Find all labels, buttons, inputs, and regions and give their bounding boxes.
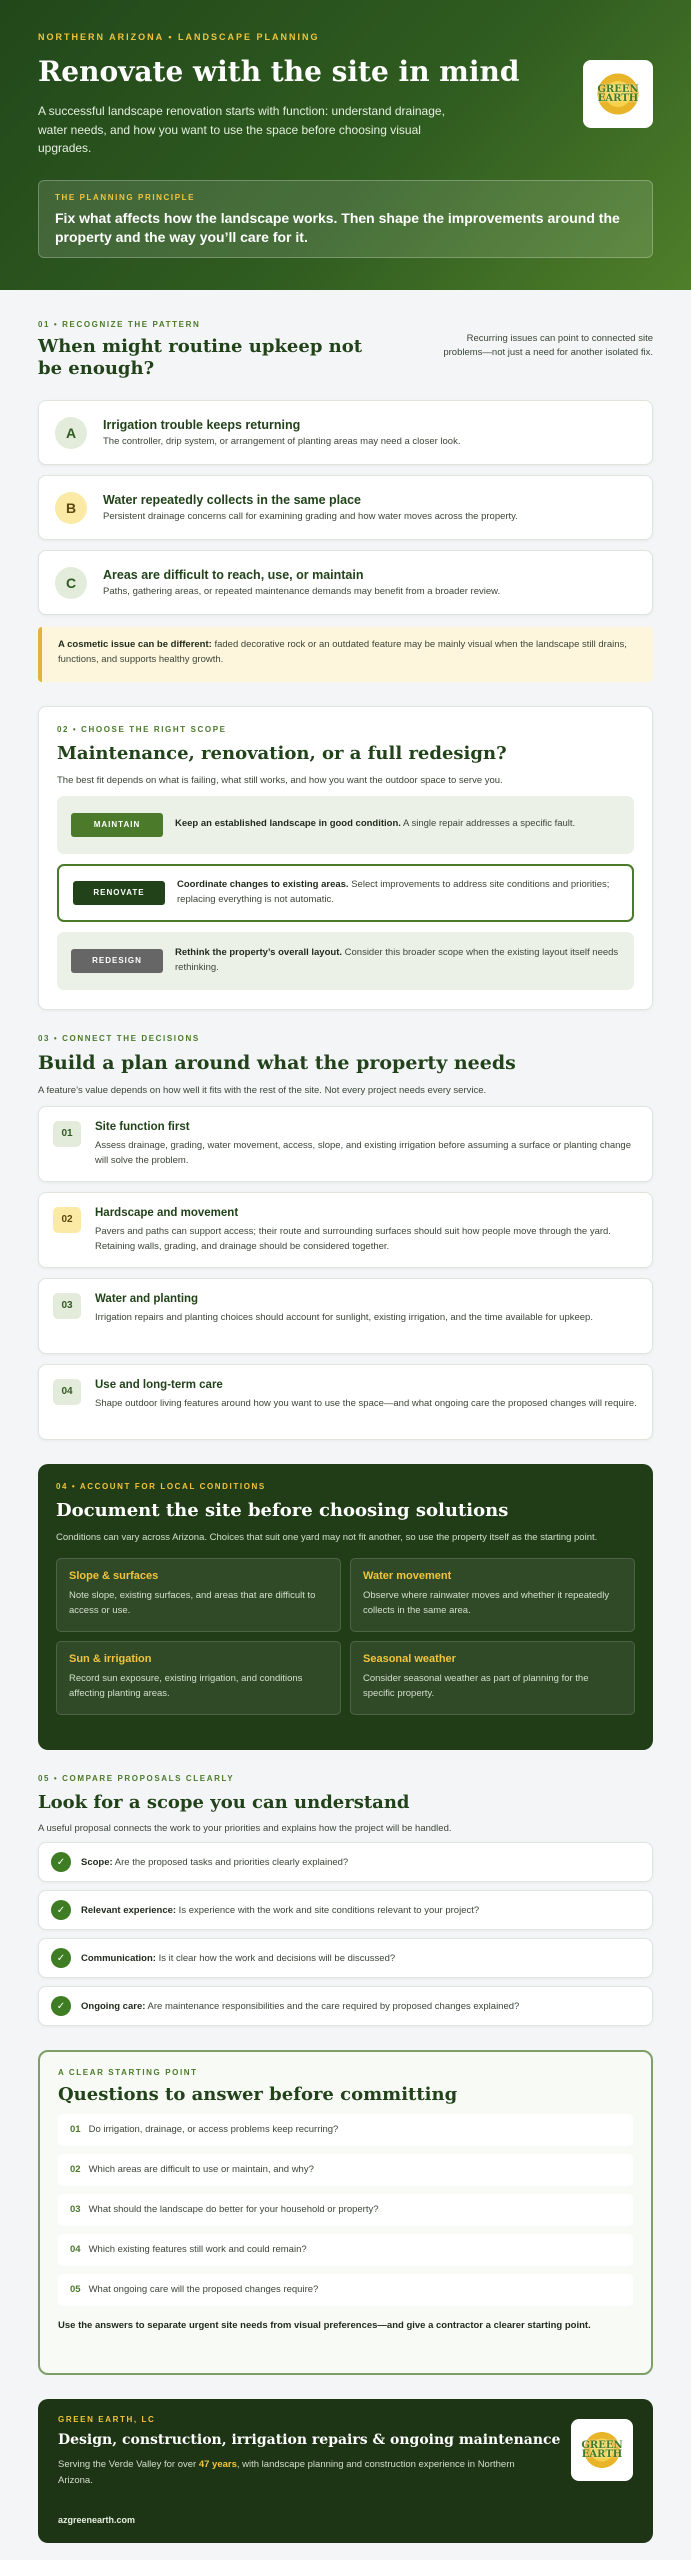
conditions-grid xyxy=(56,1558,635,1715)
condition-description: Note slope, existing surfaces, and areas that are difficult to access or use. xyxy=(69,1590,316,1616)
plan-number: 01 xyxy=(53,1121,81,1147)
plan-text xyxy=(95,1121,638,1167)
question-item xyxy=(58,2194,633,2226)
callout-bold: A cosmetic issue can be different: xyxy=(58,639,212,650)
section-note: Recurring issues can point to connected site problems—not just a need for another isolated fix. xyxy=(443,333,653,359)
check-detail: Is it clear how the work and decisions will be discussed? xyxy=(155,1952,396,1964)
principle-kicker: THE PLANNING PRINCIPLE xyxy=(55,193,196,202)
check-icon: ✓ xyxy=(51,1948,71,1968)
checklist xyxy=(38,1842,653,2026)
logo-icon xyxy=(594,70,642,118)
plan-title: Hardscape and movement xyxy=(95,1206,239,1219)
condition-title: Seasonal weather xyxy=(363,1653,456,1666)
question-list xyxy=(58,2114,633,2306)
page-title: Renovate with the site in mind xyxy=(38,55,520,88)
plan-description: Pavers and paths can support access; their route and surrounding surfaces should suit how people move through the yard. Retaining walls, grading, and drainage should be considered together. xyxy=(95,1225,611,1252)
section-kicker: 03 • CONNECT THE DECISIONS xyxy=(38,1034,200,1043)
cosmetic-callout xyxy=(38,627,653,682)
checklist-item xyxy=(38,1890,653,1930)
section-title: Maintenance, renovation, or a full redesign? xyxy=(57,743,507,764)
section-subtitle: The best fit depends on what is failing, what still works, and how you want the outdoor space to serve you. xyxy=(57,774,503,786)
check-label: Communication: xyxy=(81,1952,156,1964)
condition-card xyxy=(350,1641,635,1715)
scope-bold: Rethink the property’s overall layout. xyxy=(175,946,342,958)
check-icon: ✓ xyxy=(51,1996,71,2016)
checklist-item xyxy=(38,1986,653,2026)
plan-card xyxy=(38,1192,653,1268)
issue-description: The controller, drip system, or arrangement of planting areas may need a closer look. xyxy=(103,436,461,447)
section-recognize-pattern xyxy=(38,320,653,390)
checklist-item xyxy=(38,1938,653,1978)
check-detail: Is experience with the work and site conditions relevant to your project? xyxy=(176,1904,480,1916)
question-text: Which areas are difficult to use or maintain, and why? xyxy=(88,2164,314,2176)
condition-description: Observe where rainwater moves and whether it repeatedly collects in the same area. xyxy=(363,1590,610,1616)
section-subtitle: Conditions can vary across Arizona. Choices that suit one yard may not fit another, so use the property itself as the starting point. xyxy=(56,1532,598,1544)
condition-card xyxy=(56,1641,341,1715)
scope-option-renovate[interactable] xyxy=(57,864,634,922)
check-text xyxy=(81,1905,479,1916)
question-number: 03 xyxy=(70,2204,81,2216)
check-detail: Are maintenance responsibilities and the care required by proposed changes explained? xyxy=(145,2000,520,2012)
footer-logo xyxy=(571,2419,633,2481)
issue-card xyxy=(38,475,653,540)
checklist-item xyxy=(38,1842,653,1882)
logo-icon xyxy=(581,2429,623,2471)
check-text xyxy=(81,2001,519,2012)
scope-bold: Coordinate changes to existing areas. xyxy=(177,878,349,890)
section-kicker: 02 • CHOOSE THE RIGHT SCOPE xyxy=(57,725,227,734)
issue-text xyxy=(103,568,500,597)
question-number: 01 xyxy=(70,2124,81,2136)
section-title: Document the site before choosing solutions xyxy=(56,1499,509,1521)
scope-pill: REDESIGN xyxy=(71,949,163,973)
scope-bold: Keep an established landscape in good condition. xyxy=(175,818,401,830)
section-title: Questions to answer before committing xyxy=(58,2084,458,2106)
section-connect-decisions xyxy=(38,1034,653,1440)
section-compare-proposals xyxy=(38,1774,653,2027)
issue-badge: A xyxy=(55,417,87,449)
issue-title: Irrigation trouble keeps returning xyxy=(103,418,301,432)
company-logo xyxy=(583,60,653,128)
condition-card xyxy=(56,1558,341,1632)
issue-text xyxy=(103,493,518,522)
callout-text: faded decorative rock or an outdated feature may be mainly visual when the landscape still drains, functions, and supports healthy growth. xyxy=(58,639,627,665)
section-kicker: 05 • COMPARE PROPOSALS CLEARLY xyxy=(38,1773,235,1783)
condition-title: Water movement xyxy=(363,1570,452,1583)
issue-text xyxy=(103,418,460,447)
question-number: 02 xyxy=(70,2164,81,2176)
plan-text xyxy=(95,1293,593,1339)
hero-kicker: NORTHERN ARIZONA • LANDSCAPE PLANNING xyxy=(38,32,320,42)
check-icon: ✓ xyxy=(51,1852,71,1872)
check-text xyxy=(81,1953,395,1964)
plan-number: 02 xyxy=(53,1207,81,1233)
scope-option-redesign[interactable] xyxy=(57,932,634,990)
scope-option-maintain[interactable] xyxy=(57,796,634,854)
condition-description: Record sun exposure, existing irrigation, and conditions affecting planting areas. xyxy=(69,1673,303,1699)
footer xyxy=(38,2399,653,2543)
plan-title: Use and long-term care xyxy=(95,1378,223,1391)
plan-description: Irrigation repairs and planting choices should account for sunlight, existing irrigation, and the time available for upkeep. xyxy=(95,1311,593,1323)
plan-title: Water and planting xyxy=(95,1292,199,1305)
question-text: What ongoing care will the proposed changes require? xyxy=(88,2284,319,2296)
section-choose-scope xyxy=(38,706,653,1010)
check-label: Scope: xyxy=(81,1856,113,1868)
hero-lead: A successful landscape renovation starts with function: understand drainage, water needs, and how you want to use the space before choosing visual upgrades. xyxy=(38,104,445,156)
scope-detail: Select improvements to address site conditions and priorities; replacing everything is not automatic. xyxy=(177,878,610,905)
question-text: Which existing features still work and could remain? xyxy=(88,2244,307,2256)
question-item xyxy=(58,2114,633,2146)
condition-description: Consider seasonal weather as part of planning for the specific property. xyxy=(363,1673,589,1699)
main-content xyxy=(0,320,691,2543)
plan-description: Assess drainage, grading, water movement, access, slope, and existing irrigation before assuming a surface or planting change will solve the problem. xyxy=(95,1139,631,1166)
questions-summary: Use the answers to separate urgent site needs from visual preferences—and give a contractor a clearer starting point. xyxy=(58,2319,591,2331)
plan-title: Site function first xyxy=(95,1120,190,1133)
footer-years: 47 years xyxy=(198,2459,237,2471)
section-local-conditions xyxy=(38,1464,653,1750)
issue-description: Persistent drainage concerns call for examining grading and how water moves across the property. xyxy=(103,511,518,522)
plan-text xyxy=(95,1379,637,1425)
check-icon: ✓ xyxy=(51,1900,71,1920)
scope-options xyxy=(57,796,634,990)
question-number: 04 xyxy=(70,2244,81,2256)
issue-title: Water repeatedly collects in the same place xyxy=(103,493,361,507)
scope-detail: Consider this broader scope when the existing layout itself needs rethinking. xyxy=(175,946,619,973)
plan-card xyxy=(38,1278,653,1354)
question-item xyxy=(58,2154,633,2186)
check-label: Relevant experience: xyxy=(81,1904,177,1916)
issue-badge: C xyxy=(55,567,87,599)
check-detail: Are the proposed tasks and priorities clearly explained? xyxy=(112,1856,349,1868)
plan-card xyxy=(38,1364,653,1440)
plan-description: Shape outdoor living features around how you want to use the space—and what ongoing care the proposed changes will require. xyxy=(95,1397,637,1409)
section-kicker: 04 • ACCOUNT FOR LOCAL CONDITIONS xyxy=(56,1481,266,1491)
scope-pill: RENOVATE xyxy=(73,881,165,905)
check-label: Ongoing care: xyxy=(81,2000,146,2012)
issue-title: Areas are difficult to reach, use, or maintain xyxy=(103,568,364,582)
issue-badge: B xyxy=(55,492,87,524)
footer-kicker: GREEN EARTH, LC xyxy=(58,2415,156,2425)
hero-header xyxy=(0,0,691,290)
footer-description xyxy=(58,2457,528,2487)
footer-desc-post: , with landscape planning and construction experience in Northern Arizona. xyxy=(58,2459,515,2486)
question-item xyxy=(58,2274,633,2306)
issue-card xyxy=(38,550,653,615)
scope-detail: A single repair addresses a specific fault. xyxy=(400,818,576,830)
issue-description: Paths, gathering areas, or repeated maintenance demands may benefit from a broader review. xyxy=(103,586,501,597)
section-title: Build a plan around what the property needs xyxy=(38,1052,516,1074)
section-title: Look for a scope you can understand xyxy=(38,1791,410,1813)
check-text xyxy=(81,1857,348,1868)
logo-text: GREEN EARTH xyxy=(581,2440,623,2461)
plan-number: 03 xyxy=(53,1293,81,1319)
logo-text: GREEN EARTH xyxy=(597,84,639,104)
planning-principle xyxy=(38,180,653,258)
question-item xyxy=(58,2234,633,2266)
plan-card xyxy=(38,1106,653,1182)
scope-text xyxy=(177,878,618,907)
plan-text xyxy=(95,1207,638,1253)
section-subtitle: A useful proposal connects the work to your priorities and explains how the project will be handled. xyxy=(38,1823,452,1835)
section-kicker: A CLEAR STARTING POINT xyxy=(58,2068,198,2078)
scope-text xyxy=(175,817,575,832)
issue-list xyxy=(38,400,653,615)
question-text: What should the landscape do better for your household or property? xyxy=(88,2204,379,2216)
plan-number: 04 xyxy=(53,1379,81,1405)
question-number: 05 xyxy=(70,2284,81,2296)
section-subtitle: A feature’s value depends on how well it fits with the rest of the site. Not every project needs every service. xyxy=(38,1084,487,1096)
condition-title: Slope & surfaces xyxy=(69,1570,159,1583)
issue-card xyxy=(38,400,653,465)
principle-text: Fix what affects how the landscape works. Then shape the improvements around the property and the way you’ll care for it. xyxy=(55,210,620,245)
condition-card xyxy=(350,1558,635,1632)
scope-pill: MAINTAIN xyxy=(71,813,163,837)
plan-list xyxy=(38,1106,653,1440)
scope-text xyxy=(175,946,620,975)
footer-desc-pre: Serving the Verde Valley for over xyxy=(58,2459,199,2471)
section-questions xyxy=(38,2050,653,2375)
condition-title: Sun & irrigation xyxy=(69,1653,152,1666)
footer-title: Design, construction, irrigation repairs & ongoing maintenance xyxy=(58,2432,561,2449)
question-text: Do irrigation, drainage, or access problems keep recurring? xyxy=(88,2124,339,2136)
section-title: When might routine upkeep not be enough? xyxy=(38,336,363,379)
website-link[interactable]: azgreenearth.com xyxy=(58,2515,136,2526)
section-kicker: 01 • RECOGNIZE THE PATTERN xyxy=(38,320,201,329)
